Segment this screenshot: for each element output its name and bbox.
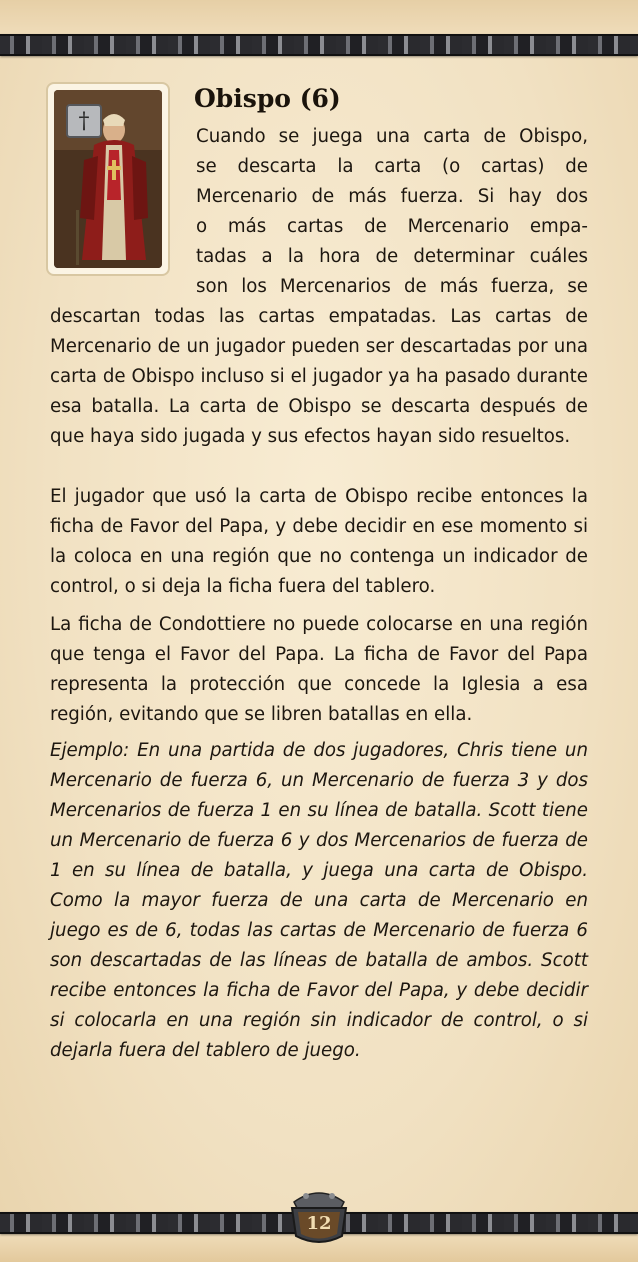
paragraph-condottiere: La ficha de Condottiere no puede colocarse en una región que tenga el Favor del Papa. La ficha de Favor del Papa representa la protección que concede la Iglesia a esa región, evitando que se libren batallas en ella. (50, 614, 588, 725)
card-artwork (54, 90, 162, 268)
page-number: 12 (306, 1213, 332, 1234)
top-parchment-strip (0, 0, 638, 34)
top-metal-border (0, 34, 638, 56)
intro-line: se descarta la carta (o cartas) de (196, 156, 588, 177)
example-paragraph: Ejemplo: En una partida de dos jugadores, Chris tiene un Mercenario de fuerza 6, un Mercenario de fuerza 3 y dos Mercenarios de fuerza 1 en su línea de batalla. Scott tiene un Mercenario de fuerza 6 y dos Mercenarios de fuerza de 1 en su línea de batalla, y juega una carta de Obispo. Como la mayor fuerza de una carta de Mercenario en juego es de 6, todas las cartas de Mercenario de fuerza 6 son descartadas de las líneas de batalla de ambos. Scott recibe entonces la ficha de Favor del Papa, y debe decidir si colocarla en una región sin indicador de control, o si dejarla fuera del tablero de juego. (50, 740, 588, 1061)
intro-paragraph-wrapped (196, 122, 588, 302)
section-title: Obispo (6) (194, 84, 341, 113)
bishop-card-image (48, 84, 168, 274)
paragraph-papal-favor: El jugador que usó la carta de Obispo recibe entonces la ficha de Favor del Papa, y debe decidir en ese momento si la coloca en una región que no contenga un indicador de control, o si deja la ficha fuera del tablero. (50, 486, 588, 597)
intro-paragraph-continuation: descartan todas las cartas empatadas. Las cartas de Mercenario de un jugador pueden ser descartadas por una carta de Obispo incluso si el jugador ya ha pasado durante esa batalla. La carta de Obispo se descarta después de que haya sido jugada y sus efectos hayan sido resueltos. (50, 306, 588, 447)
cross-icon: † (78, 108, 90, 134)
card-badge (66, 104, 102, 138)
intro-line: tadas a la hora de determinar cuáles (196, 246, 588, 267)
intro-line: Cuando se juega una carta de Obispo, (196, 126, 588, 147)
intro-line: son los Mercenarios de más fuerza, se (196, 276, 588, 297)
intro-line: Mercenario de más fuerza. Si hay dos (196, 186, 588, 207)
intro-line: o más cartas de Mercenario empa- (196, 216, 588, 237)
